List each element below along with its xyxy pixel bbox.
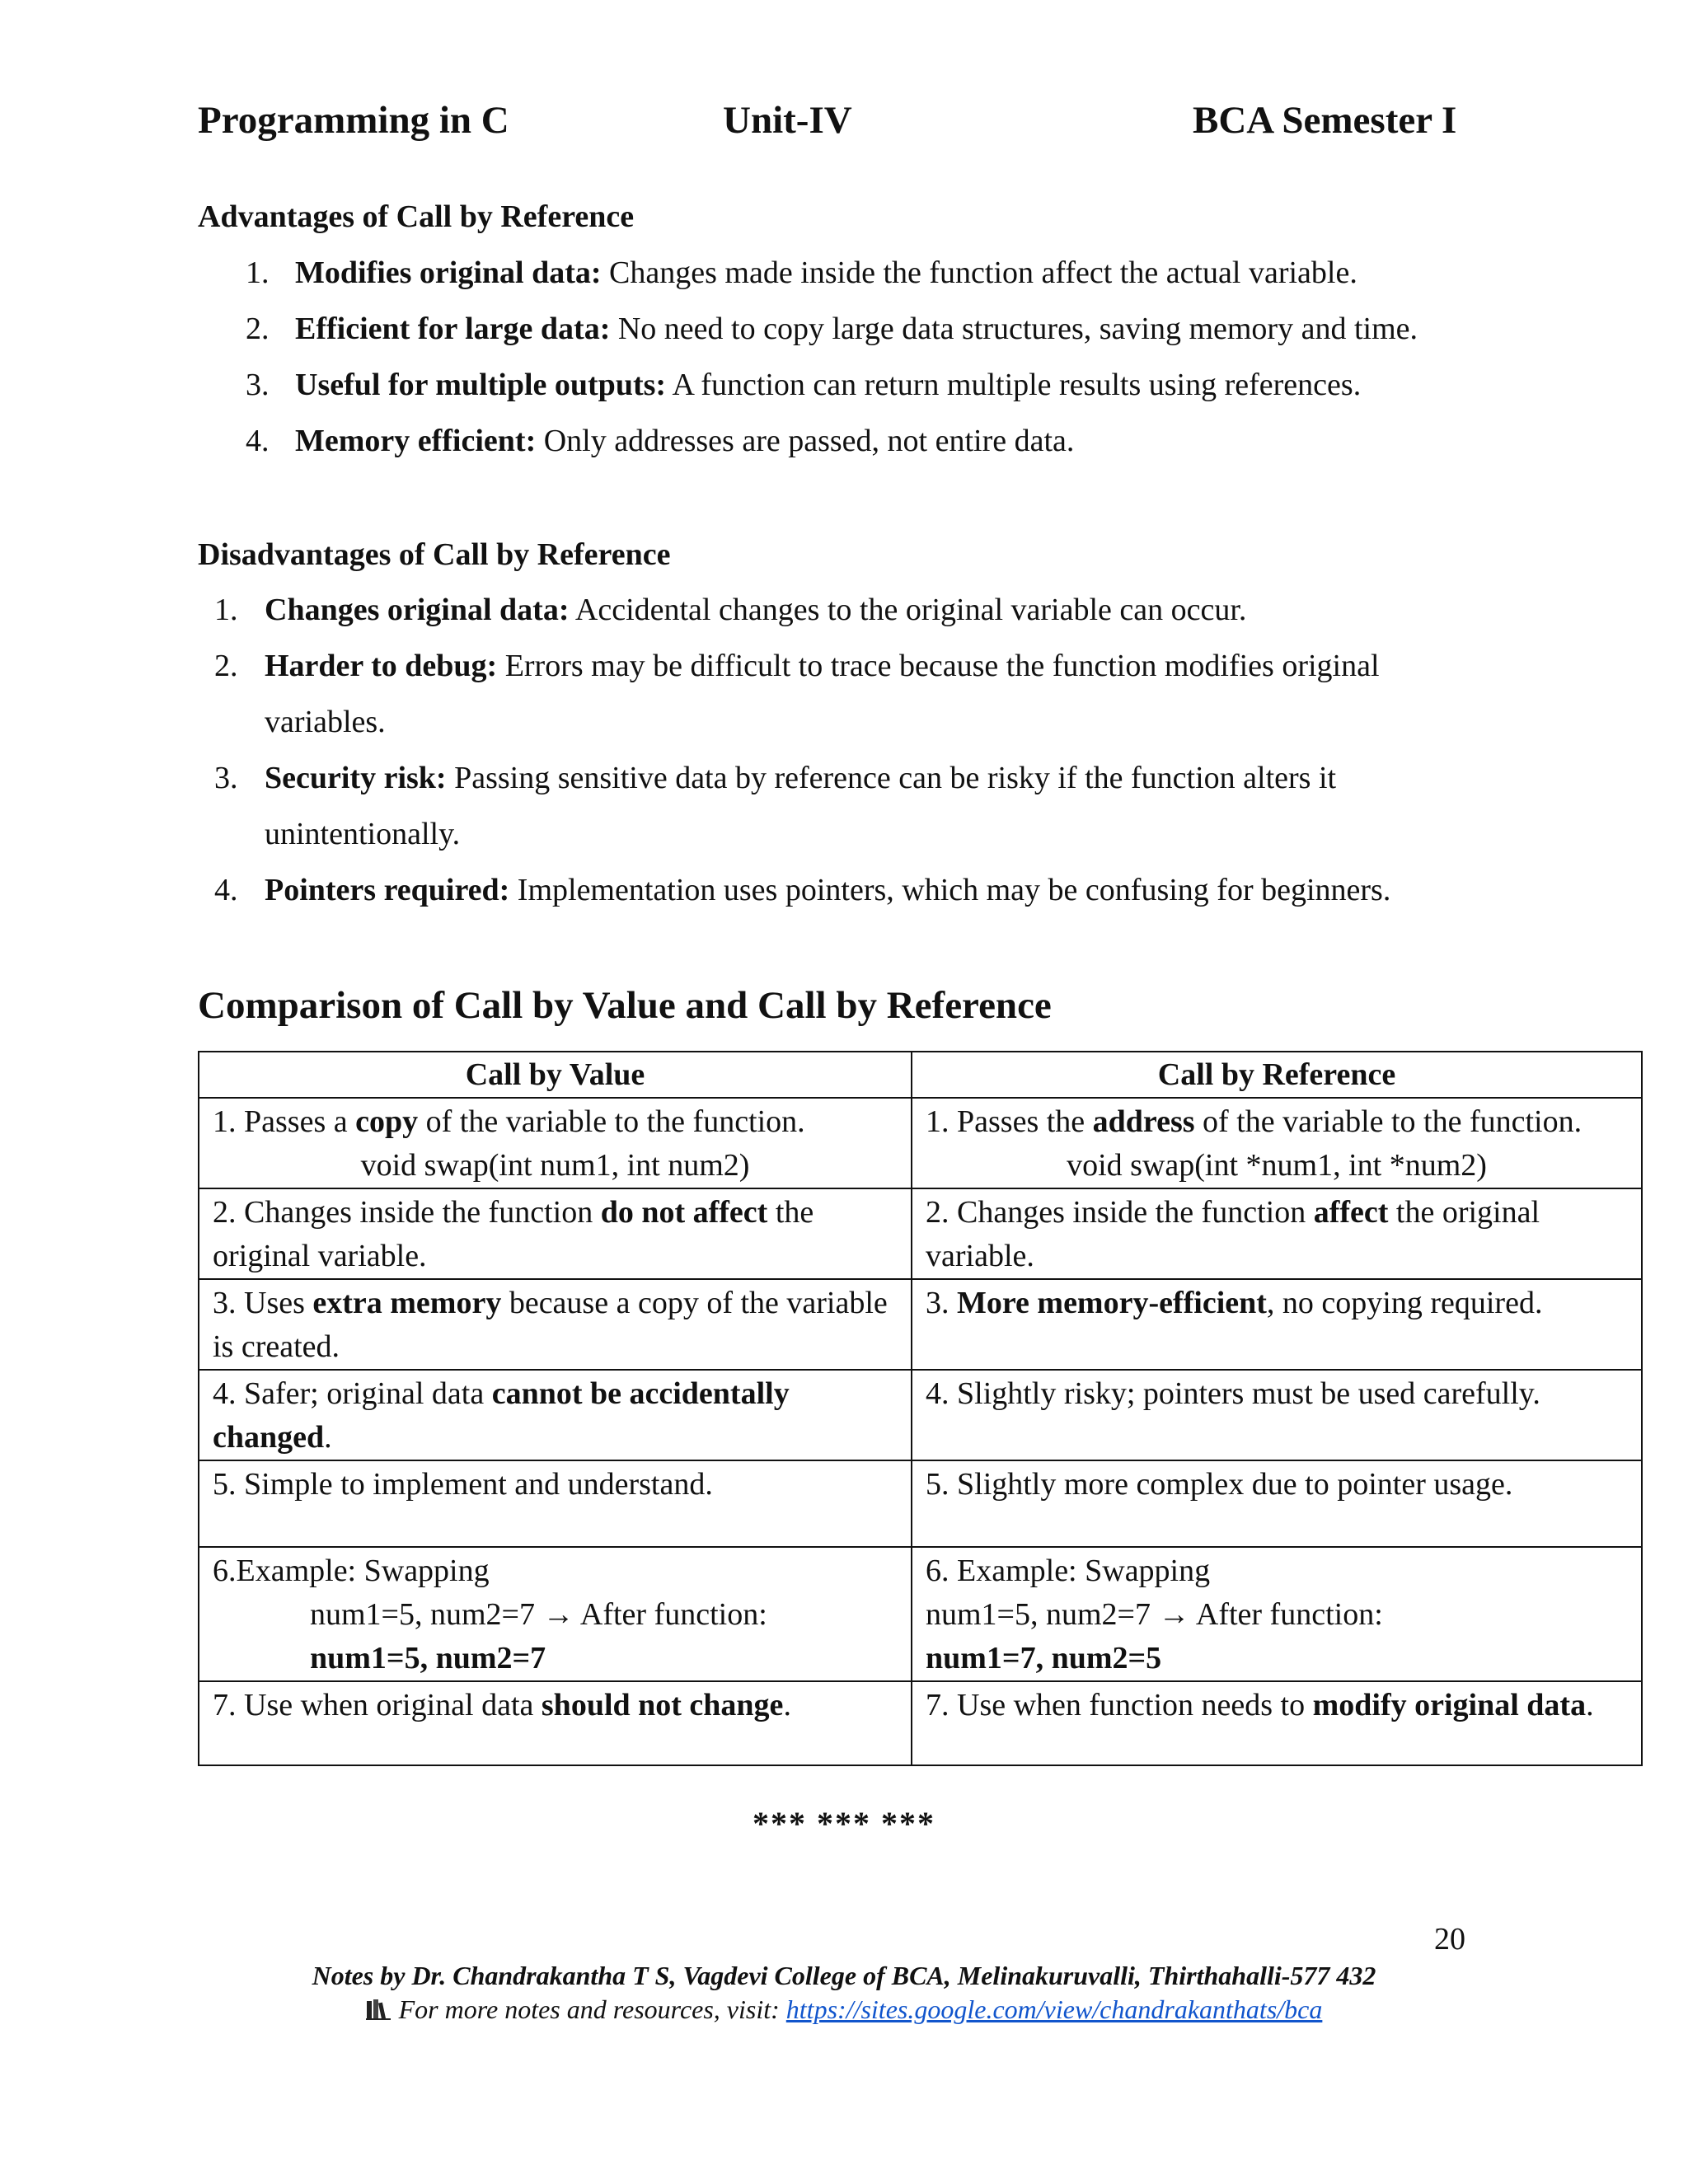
advantages-heading: Advantages of Call by Reference: [198, 199, 635, 234]
table-row: [199, 1370, 1642, 1460]
column-header-call-by-reference: Call by Reference: [912, 1052, 1642, 1098]
disadvantages-heading: Disadvantages of Call by Reference: [198, 537, 671, 572]
table-cell: 7. Use when function needs to modify original data.: [912, 1681, 1642, 1765]
table-row: [199, 1547, 1642, 1681]
table-cell: 6. Example: Swapping num1=5, num2=7 → After function: num1=7, num2=5: [912, 1547, 1642, 1681]
column-header-call-by-value: Call by Value: [199, 1052, 912, 1098]
table-row: [199, 1098, 1642, 1188]
resources-link[interactable]: https://sites.google.com/view/chandrakanthats/bca: [785, 1994, 1323, 2024]
list-item: 3. Security risk: Passing sensitive data by reference can be risky if the function alters it unintentionally.: [214, 761, 1337, 851]
disadvantages-list: [198, 582, 1459, 918]
header-unit: Unit-IV: [723, 99, 852, 142]
table-cell: 4. Safer; original data cannot be accidentally changed.: [199, 1370, 912, 1460]
list-item: 2. Harder to debug: Errors may be difficult to trace because the function modifies original variables.: [214, 649, 1380, 739]
list-item: 3. Useful for multiple outputs: A function can return multiple results using references.: [246, 368, 1362, 402]
table-header-row: [199, 1052, 1642, 1098]
table-cell: 7. Use when original data should not change.: [199, 1681, 912, 1765]
table-cell: 4. Slightly risky; pointers must be used carefully.: [912, 1370, 1642, 1460]
header-subject: Programming in C: [198, 99, 509, 142]
table-row: [199, 1460, 1642, 1547]
table-cell: 1. Passes the address of the variable to the function. void swap(int *num1, int *num2): [912, 1098, 1642, 1188]
header-semester: BCA Semester I: [1193, 99, 1457, 142]
footer-credit: Notes by Dr. Chandrakantha T S, Vagdevi College of BCA, Melinakuruvalli, Thirthahalli-577 432: [312, 1961, 1376, 1990]
table-cell: 2. Changes inside the function affect the original variable.: [912, 1188, 1642, 1279]
section-end-marks: *** *** ***: [753, 1805, 935, 1842]
table-cell: 5. Slightly more complex due to pointer usage.: [912, 1460, 1642, 1547]
comparison-title: Comparison of Call by Value and Call by Reference: [198, 984, 1052, 1027]
page-number: 20: [1434, 1922, 1465, 1957]
books-icon: [366, 1995, 391, 2028]
list-item: 2. Efficient for large data: No need to copy large data structures, saving memory and time.: [246, 312, 1418, 346]
swap-result: num1=5, num2=7: [310, 1641, 546, 1675]
table-cell: 5. Simple to implement and understand.: [199, 1460, 912, 1547]
function-signature: void swap(int num1, int num2): [360, 1148, 750, 1183]
function-signature: void swap(int *num1, int *num2): [1067, 1148, 1487, 1183]
advantages-list: [198, 245, 1484, 469]
list-item: 4. Pointers required: Implementation uses pointers, which may be confusing for beginners.: [214, 873, 1391, 907]
swap-result: num1=7, num2=5: [926, 1641, 1162, 1675]
footer-visit-text: For more notes and resources, visit:: [398, 1994, 786, 2024]
table-cell: 6.Example: Swapping num1=5, num2=7 → After function: num1=5, num2=7: [199, 1547, 912, 1681]
footer-visit-line: [0, 1993, 1688, 2028]
table-cell: 3. More memory-efficient, no copying required.: [912, 1279, 1642, 1370]
comparison-table: [198, 1051, 1643, 1766]
table-cell: 2. Changes inside the function do not affect the original variable.: [199, 1188, 912, 1279]
list-item: 4. Memory efficient: Only addresses are passed, not entire data.: [246, 424, 1075, 458]
table-cell: 3. Uses extra memory because a copy of the variable is created.: [199, 1279, 912, 1370]
list-item: 1. Modifies original data: Changes made inside the function affect the actual variable.: [246, 255, 1357, 290]
table-row: [199, 1188, 1642, 1279]
table-cell: 1. Passes a copy of the variable to the function. void swap(int num1, int num2): [199, 1098, 912, 1188]
table-row: [199, 1681, 1642, 1765]
list-item: 1. Changes original data: Accidental changes to the original variable can occur.: [214, 593, 1247, 627]
table-row: [199, 1279, 1642, 1370]
